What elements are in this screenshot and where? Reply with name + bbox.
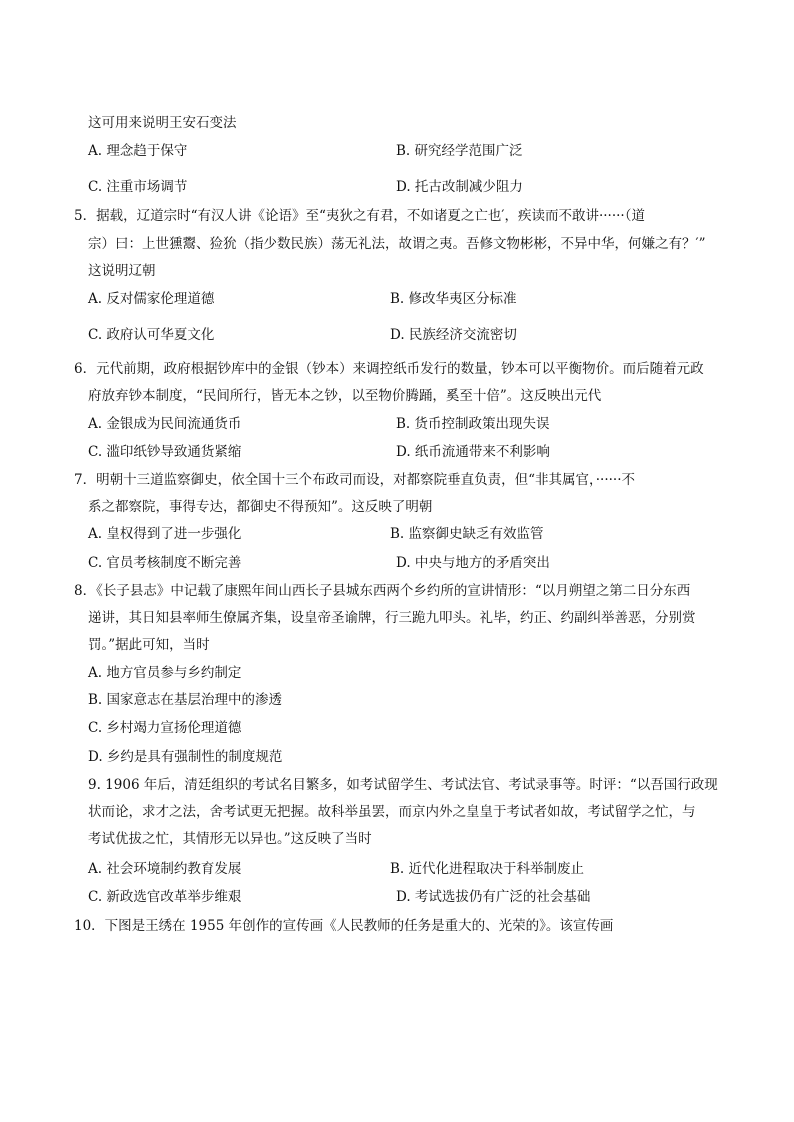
q6-option-c[interactable]: C. 滥印纸钞导致通货紧缩	[88, 444, 242, 460]
q9-option-a[interactable]: A. 社会环境制约教育发展	[88, 861, 242, 877]
q10-stem-line-1: 10．下图是王绣在 1955 年创作的宣传画《人民教师的任务是重大的、光荣的》。该宣传画	[74, 918, 614, 934]
q8-option-d[interactable]: D. 乡约是具有强制性的制度规范	[88, 749, 283, 765]
q6-stem-line-2: 府放弃钞本制度，“民间所行，皆无本之钞，以至物价腾踊，奚至十倍”。这反映出元代	[88, 388, 602, 404]
q7-stem-line-2: 系之都察院，事得专达，都御史不得预知”。这反映了明朝	[88, 499, 433, 515]
q6-option-b[interactable]: B. 货币控制政策出现失误	[396, 416, 550, 432]
q5-option-b[interactable]: B. 修改华夷区分标准	[390, 291, 517, 307]
q9-option-b[interactable]: B. 近代化进程取决于科举制废止	[390, 861, 585, 877]
q7-stem-line-1: 7．明朝十三道监察御史，依全国十三个布政司而设，对都察院垂直负责，但“非其属官，······不	[74, 472, 635, 488]
q8-stem-line-2: 递讲，其日知县率师生僚属齐集，设皇帝圣谕牌，行三跪九叩头。礼毕，约正、约副纠举善恶，分别赏	[88, 610, 696, 626]
q5-option-c[interactable]: C. 政府认可华夏文化	[88, 327, 215, 343]
q4-option-b[interactable]: B. 研究经学范围广泛	[396, 143, 523, 159]
q8-option-a[interactable]: A. 地方官员参与乡约制定	[88, 665, 242, 681]
q9-option-c[interactable]: C. 新政选官改革举步维艰	[88, 889, 242, 905]
q9-option-d[interactable]: D. 考试选拔仍有广泛的社会基础	[396, 889, 591, 905]
q4-option-a[interactable]: A. 理念趋于保守	[88, 143, 188, 159]
q7-option-b[interactable]: B. 监察御史缺乏有效监管	[390, 526, 544, 542]
q9-stem-line-1: 9. 1906 年后，清廷组织的考试名目繁多，如考试留学生、考试法官、考试录事等。时评：“以吾国行政现	[88, 777, 718, 793]
q5-stem-line-2: 宗）曰：上世獯鬻、猃狁（指少数民族）荡无礼法，故谓之夷。吾修文物彬彬，不异中华，何嫌之有？′”	[88, 236, 706, 252]
q5-option-d[interactable]: D. 民族经济交流密切	[390, 327, 517, 343]
q7-option-a[interactable]: A. 皇权得到了进一步强化	[88, 526, 242, 542]
q8-option-b[interactable]: B. 国家意志在基层治理中的渗透	[88, 692, 283, 708]
q5-option-a[interactable]: A. 反对儒家伦理道德	[88, 291, 215, 307]
q9-stem-line-2: 状而论，求才之法，舍考试更无把握。故科举虽罢，而京内外之皇皇于考试者如故，考试留学之忙，与	[88, 804, 696, 820]
q8-stem-line-3: 罚。”据此可知，当时	[88, 637, 210, 653]
q8-option-c[interactable]: C. 乡村竭力宣扬伦理道德	[88, 720, 242, 736]
q6-option-d[interactable]: D. 纸币流通带来不利影响	[396, 444, 550, 460]
q4-option-c[interactable]: C. 注重市场调节	[88, 179, 188, 195]
q8-stem-line-1: 8．《长子县志》中记载了康熙年间山西长子县城东西两个乡约所的宣讲情形：“以月朔望之第二日分东西	[74, 583, 691, 599]
q4-option-d[interactable]: D. 托古改制减少阻力	[396, 179, 523, 195]
q6-option-a[interactable]: A. 金银成为民间流通货币	[88, 416, 242, 432]
q5-stem-line-1: 5．据载，辽道宗时“有汉人讲《论语》至“夷狄之有君，不如诸夏之亡也′，疾读而不敢讲······（道	[74, 208, 645, 224]
q9-stem-line-3: 考试优拔之忙，其情形无以异也。”这反映了当时	[88, 831, 372, 847]
q7-option-d[interactable]: D. 中央与地方的矛盾突出	[396, 555, 550, 571]
q6-stem-line-1: 6．元代前期，政府根据钞库中的金银（钞本）来调控纸币发行的数量，钞本可以平衡物价。而后随着元政	[74, 361, 704, 377]
q7-option-c[interactable]: C. 官员考核制度不断完善	[88, 555, 242, 571]
q4-stem-tail: 这可用来说明王安石变法	[88, 115, 237, 131]
q5-stem-line-3: 这说明辽朝	[88, 263, 156, 279]
